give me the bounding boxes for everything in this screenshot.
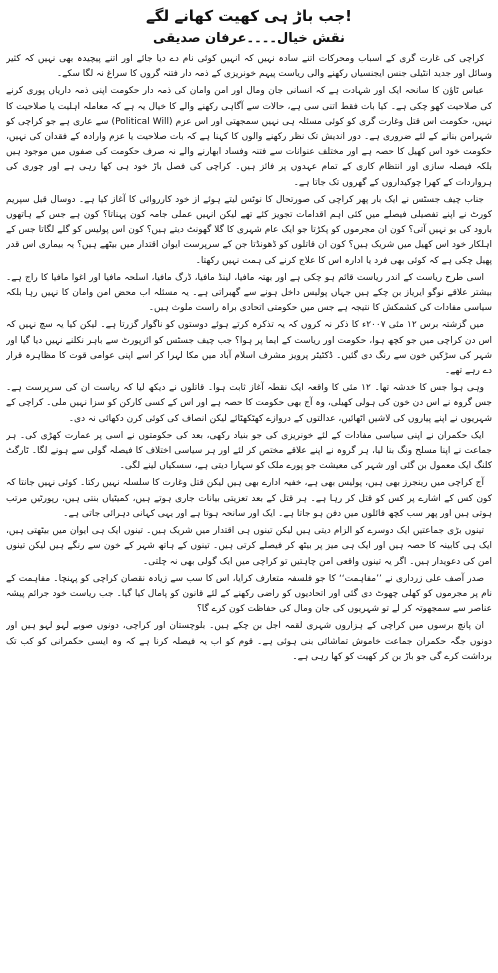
paragraph: صدر آصف علی زرداری نے ’’مفاہمت‘‘ کا جو فلسفہ متعارف کرایا، اس کا سب سے زیادہ نقصان کراچی کو پہنچا۔ مفاہمت کے نام پر مجرموں کو کھلی چھوٹ دی گئی اور اتحادیوں کو راضی رکھنے کے لئے قانون کو پامال کیا گیا۔ جب ریاست خود جرائم پیشہ عناصر سے سمجھوتہ کر لے تو شہریوں کی جان ومال کی حفاظت کون کرے گا؟ [6,573,492,615]
paragraph: ان پانچ برسوں میں کراچی کے ہزاروں شہری لقمہ اجل بن چکے ہیں۔ بلوچستان اور کراچی، دونوں صوبے لہو لہو ہیں اور دونوں جگہ حکمران جماعت خاموش تماشائی بنی ہوئی ہے۔ قوم کو اب یہ فیصلہ کرنا ہے کہ وہ ایسی حکمرانی کو کب تک برداشت کرے گی جو باڑ بن کر کھیت کو کھا رہی ہے۔ [6,621,492,662]
paragraph: آج کراچی میں رینجرز بھی ہیں، پولیس بھی ہے، خفیہ ادارے بھی ہیں لیکن قتل وغارت کا سلسلہ نہیں رکتا۔ کوئی نہیں جانتا کہ کون کس کے اشارے پر کس کو قتل کر رہا ہے۔ ہر قتل کے بعد تعزیتی بیانات جاری ہوتے ہیں، کمیٹیاں بنتی ہیں، رپورٹیں مرتب ہوتی ہیں اور پھر سب کچھ فائلوں میں دفن ہو جاتا ہے۔ ایک اور سانحہ ہوتا ہے اور یہی کہانی دہرائی جاتی ہے۔ [6,478,492,519]
paragraph: کراچی کی غارت گری کے اسباب ومحرکات اتنے سادہ نہیں کہ انہیں کوئی نام دے دیا جائے اور اتنے پیچیدہ بھی نہیں کہ کثیر وسائل اور جدید انٹیلی جنس ایجنسیاں رکھنے والی ریاست پیہم خونریزی کے ذمہ دار فتنہ گروں کا سراغ نہ لگا سکے۔ [6,54,492,80]
paragraph: عباس ٹاؤن کا سانحہ ایک اور شہادت ہے کہ انسانی جان ومال اور امن وامان کی ذمہ دار حکومت اپنی ذمہ داریاں پوری کرنے کی صلاحیت کھو چکی ہے۔ کیا بات فقط اتنی سی ہے، حالات سے آگاہی رکھنے والے کا خیال یہ ہے کہ معاملہ اہلیت یا صلاحیت کا نہیں، حکومت اس قتل وغارت گری کو کوئی مسئلہ ہی نہیں سمجھتی اور اس عزم (Political Will) سے عاری ہے جو کراچی کو شہرامن بنانے کے لئے ضروری ہے۔ دور اندیش تک نظر رکھنے والوں کا کہنا ہے کہ بات صلاحیت یا عزم وارادہ کے فقدان کی نہیں، حکومت خود اس کھیل کا حصہ ہے اور مختلف عنوانات سے فتنہ وفساد ابھارنے والے نہ صرف حکومت کی صفوں میں موجود ہیں بلکہ فیصلہ سازی اور انتظام کاری کے تمام عہدوں پر فائز ہیں۔ کراچی کی فصل باڑ خود ہی کھا رہی ہے اور چوری کی ہرواردات کے کھرا چوکیداروں کے گھروں تک جاتا ہے۔ [6,86,492,188]
headline-text: جب باڑ ہی کھیت کھانے لگے! [146,7,352,25]
paragraph: میں گزشتہ برس ۱۲ مئی ۲۰۰۷ء کا ذکر نہ کروں کہ یہ تذکرہ کرتے ہوئے دوستوں کو ناگوار گزرتا ہے۔ لیکن کیا یہ سچ نہیں کہ اس دن کراچی میں جو کچھ ہوا، حکومت اور ریاست کے ایما پر ہوا؟ جب چیف جسٹس کو ائرپورٹ سے باہر نکلنے نہیں دیا گیا اور شہر کی سڑکیں خون سے رنگ دی گئیں۔ ڈکٹیٹر پرویز مشرف اسلام آباد میں مکا لہرا کر اسے اپنی عوامی قوت کا مظاہرہ قرار دے رہے تھے۔ [6,320,492,377]
paragraph: وہی ہوا جس کا خدشہ تھا۔ ۱۲ مئی کا واقعہ ایک نقطہ آغاز ثابت ہوا۔ قاتلوں نے دیکھ لیا کہ ریاست ان کی سرپرست ہے۔ جس گروہ نے اس دن خون کی ہولی کھیلی، وہ آج بھی حکومت کا حصہ ہے اور اس کے کسی کارکن کو سزا نہیں ملی۔ کراچی کے شہریوں نے اپنے پیاروں کی لاشیں اٹھائیں، عدالتوں کے دروازے کھٹکھٹائے لیکن انصاف کی کوئی کرن دکھائی نہ دی۔ [6,383,492,424]
paragraph: ایک حکمران نے اپنی سیاسی مفادات کے لئے خونریزی کی جو بنیاد رکھی، بعد کی حکومتوں نے اسی پر عمارت کھڑی کی۔ ہر جماعت نے اپنا مسلح ونگ بنا لیا، ہر گروہ نے اپنے علاقے مختص کر لئے اور ہر سیاسی اختلاف کا فیصلہ گولی سے ہونے لگا۔ ٹارگٹ کلنگ ایک معمول بن گئی اور شہر کی معیشت جو پورے ملک کو سہارا دیتی ہے، سسکیاں لینے لگی۔ [6,430,492,472]
byline: نقش خیال۔۔۔۔عرفان صدیقی [153,31,345,46]
paragraph: جناب چیف جسٹس نے ایک بار پھر کراچی کی صورتحال کا نوٹس لیتے ہوئے از خود کارروائی کا آغاز کیا ہے۔ دوسال قبل سپریم کورٹ نے اپنے تفصیلی فیصلے میں کئی اہم اقدامات تجویز کئے تھے لیکن انہیں عملی جامہ کون پہناتا؟ کون ہے جس کے ہاتھوں بارود کی بو نہیں آتی؟ کون ان مجرموں کو پکڑتا جو ایک عام شہری کا گلا گھونٹ دیتے ہیں؟ کون اس پولیس کو گلے لگاتا جس کے اہلکار خود اس کھیل میں شریک ہیں؟ کون ان قاتلوں کو ڈھونڈتا جن کے سرپرست ایوان اقتدار میں بیٹھے ہیں؟ یہ بیماری اس قدر پھیل چکی ہے کہ کوئی بھی فرد یا ادارہ اس کا علاج کرنے کی ہمت نہیں رکھتا۔ [6,194,492,266]
paragraph: اسی طرح ریاست کے اندر ریاست قائم ہو چکی ہے اور بھتہ مافیا، لینڈ مافیا، ڈرگ مافیا، اسلحہ مافیا اور اغوا مافیا کا راج ہے۔ بیشتر علاقے نوگو ایریاز بن چکے ہیں جہاں پولیس داخل ہونے سے گھبراتی ہے۔ یہ مسئلہ اب محض امن وامان کا نہیں رہا بلکہ سیاسی مفادات کی کشمکش کا نتیجہ ہے جس میں حکومتی اتحادی براہ راست ملوث ہیں۔ [6,272,492,314]
article-body [6,52,492,968]
paragraph: تینوں بڑی جماعتیں ایک دوسرے کو الزام دیتی ہیں لیکن تینوں ہی اقتدار میں شریک ہیں۔ تینوں ایک ہی ایوان میں بیٹھتی ہیں، ایک ہی کابینہ کا حصہ ہیں اور ایک ہی میز پر بیٹھ کر فیصلے کرتی ہیں۔ تینوں کے ہاتھ شہر کے خون سے رنگے ہیں لیکن تینوں امن کی دعویدار ہیں۔ اگر یہ تینوں واقعی امن چاہتیں تو کراچی میں ایک گولی بھی نہ چلتی۔ [6,526,492,567]
headline [0,6,498,25]
